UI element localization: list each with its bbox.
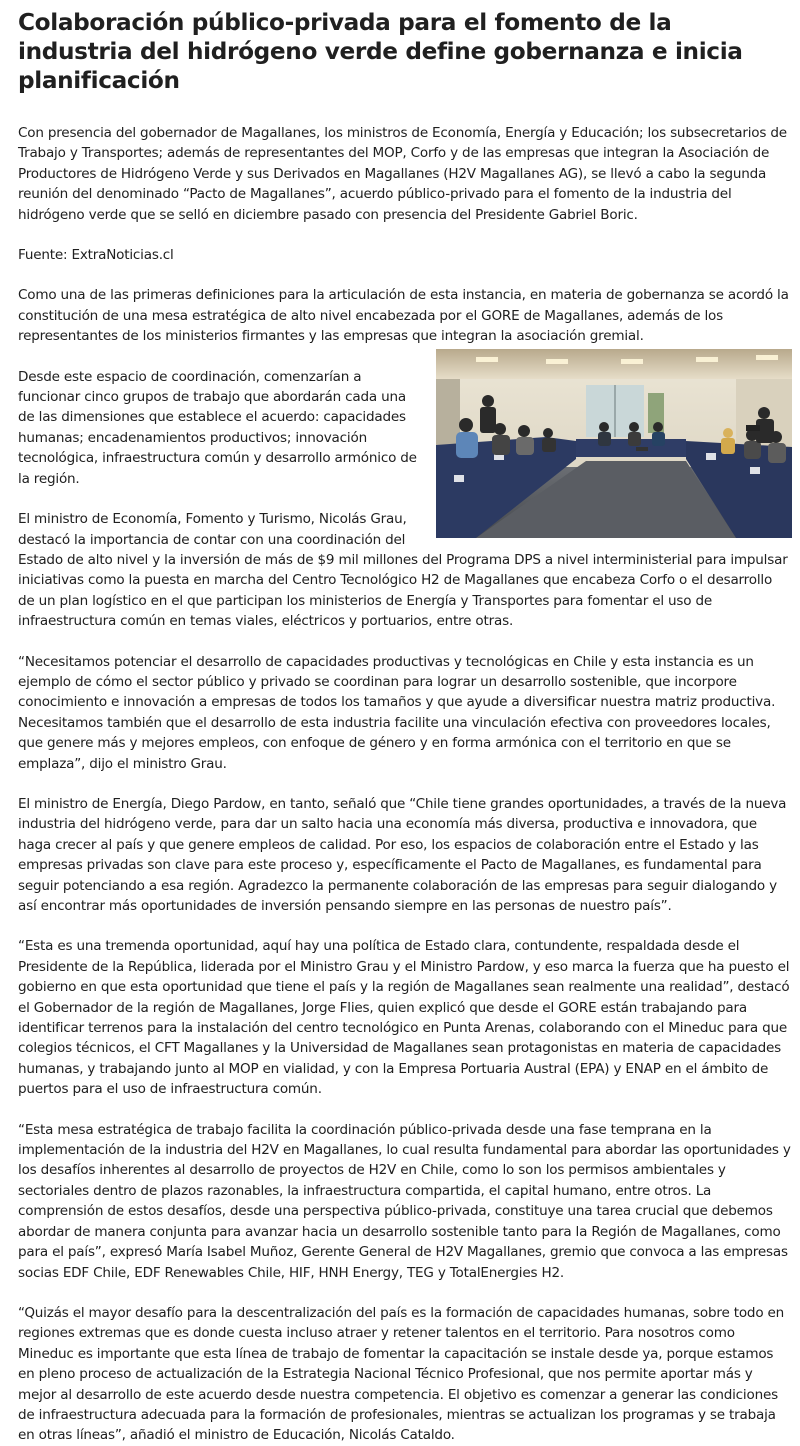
article-quote-munoz: “Esta mesa estratégica de trabajo facilita la coordinación público-privada desde una fase temprana en la implementación de la industria del H2V en Magallanes, lo cual resulta fundamental para abordar las oportunidades y los desafíos inherentes al desarrollo de proyectos de H2V en Chile, como lo son los permisos ambientales y sectoriales dentro de plazos razonables, la infraestructura compartida, el capital humano, entre otros. La comprensión de estos desafíos, desde una perspectiva público-privada, constituye una tarea crucial que debemos abordar de manera conjunta para avanzar hacia un desarrollo sostenible tanto para la Región de Magallanes, como para el país”, expresó María Isabel Muñoz, Gerente General de H2V Magallanes, gremio que convoca a las empresas socias EDF Chile, EDF Renewables Chile, HIF, HNH Energy, TEG y TotalEnergies H2.: [18, 1121, 791, 1281]
article-source: Fuente: ExtraNoticias.cl: [18, 247, 174, 264]
article-paragraph-governance: Como una de las primeras definiciones para la articulación de esta instancia, en materia de gobernanza se acordó la constitución de una mesa estratégica de alto nivel encabezada por el GORE de Magallanes, además de los representantes de los ministerios firmantes y las empresas que integran la asociación gremial.: [18, 287, 789, 345]
article-paragraph-minister-grau: El ministro de Economía, Fomento y Turismo, Nicolás Grau, destacó la importancia de contar con una coordinación del Estado de alto nivel y la inversión de más de $9 mil millones del Programa DPS a nivel interministerial para impulsar iniciativas como la puesta en marcha del Centro Tecnológico H2 de Magallanes que encabeza Corfo o el desarrollo de un plan logístico en el que participan los ministerios de Energía y Transportes para fomentar el uso de infraestructura común en temas viales, eléctricos y portuarios, entre otras.: [18, 511, 788, 630]
article-paragraph-intro: Con presencia del gobernador de Magallanes, los ministros de Economía, Energía y Educación; los subsecretarios de Trabajo y Transportes; además de representantes del MOP, Corfo y de las empresas que integran la Asociación de Productores de Hidrógeno Verde y sus Derivados en Magallanes (H2V Magallanes AG), se llevó a cabo la segunda reunión del denominado “Pacto de Magallanes”, acuerdo público-privado para el fomento de la industria del hidrógeno verde que se selló en diciembre pasado con presencia del Presidente Gabriel Boric.: [18, 125, 787, 223]
article-title: Colaboración público-privada para el fomento de la industria del hidrógeno verde define gobernanza e inicia planificación: [18, 9, 743, 94]
meeting-photo: [436, 349, 792, 538]
article-quote-flies: “Esta es una tremenda oportunidad, aquí hay una política de Estado clara, contundente, respaldada desde el Presidente de la República, liderada por el Ministro Grau y el Ministro Pardow, y eso marca la fuerza que ha puesto el gobierno en que esta oportunidad que tiene el país y la región de Magallanes sean realmente una realidad”, destacó el Gobernador de la región de Magallanes, Jorge Flies, quien explicó que desde el GORE están trabajando para identificar terrenos para la instalación del centro tecnológico en Punta Arenas, colaborando con el Mineduc para que colegios técnicos, el CFT Magallanes y la Universidad de Magallanes sean protagonistas en materia de capacidades humanas, y trabajando junto al MOP en vialidad, y con la Empresa Portuaria Austral (EPA) y ENAP en el ámbito de puertos para el uso de infraestructura común.: [18, 938, 790, 1098]
article-quote-grau: “Necesitamos potenciar el desarrollo de capacidades productivas y tecnológicas en Chile y esta instancia es un ejemplo de cómo el sector público y privado se coordinan para lograr un desarrollo sostenible, que incorpore conocimiento e innovación a empresas de todos los tamaños y que ayude a diversificar nuestra matriz productiva. Necesitamos también que el desarrollo de esta industria facilite una vinculación efectiva con proveedores locales, que genere más y mejores empleos, con enfoque de género y en forma armónica con el territorio en que se emplaza”, dijo el ministro Grau.: [18, 653, 776, 772]
article-paragraph-work-groups: Desde este espacio de coordinación, comenzarían a funcionar cinco grupos de trabajo que abordarán cada una de las dimensiones que establece el acuerdo: capacidades humanas; encadenamientos productivos; innovación tecnológica, infraestructura común y desarrollo armónico de la región.: [18, 368, 417, 487]
article-quote-pardow: El ministro de Energía, Diego Pardow, en tanto, señaló que “Chile tiene grandes oportunidades, a través de la nueva industria del hidrógeno verde, para dar un salto hacia una economía más diversa, productiva e innovadora, que haga crecer al país y que genere empleos de calidad. Por eso, los espacios de colaboración entre el Estado y las empresas privadas son clave para este proceso y, específicamente el Pacto de Magallanes, es fundamental para seguir potenciando a esa región. Agradezco la permanente colaboración de las empresas para seguir dialogando y así encontrar más oportunidades de inversión pensando siempre en las personas de nuestro país”.: [18, 795, 787, 914]
article: [18, 8, 792, 1446]
article-quote-cataldo: “Quizás el mayor desafío para la descentralización del país es la formación de capacidades humanas, sobre todo en regiones extremas que es donde cuesta incluso atraer y retener talentos en el territorio. Para nosotros como Mineduc es importante que esta línea de trabajo de fomentar la capacitación se instale desde ya, porque estamos en pleno proceso de actualización de la Estrategia Nacional Técnico Profesional, que nos permite aportar más y mejor al desarrollo de este acuerdo desde nuestra competencia. El objetivo es comenzar a generar las condiciones de infraestructura adecuada para la formación de profesionales, mientras se actualizan los programas y se trabaja en otras líneas”, añadió el ministro de Educación, Nicolás Cataldo.: [18, 1304, 785, 1444]
